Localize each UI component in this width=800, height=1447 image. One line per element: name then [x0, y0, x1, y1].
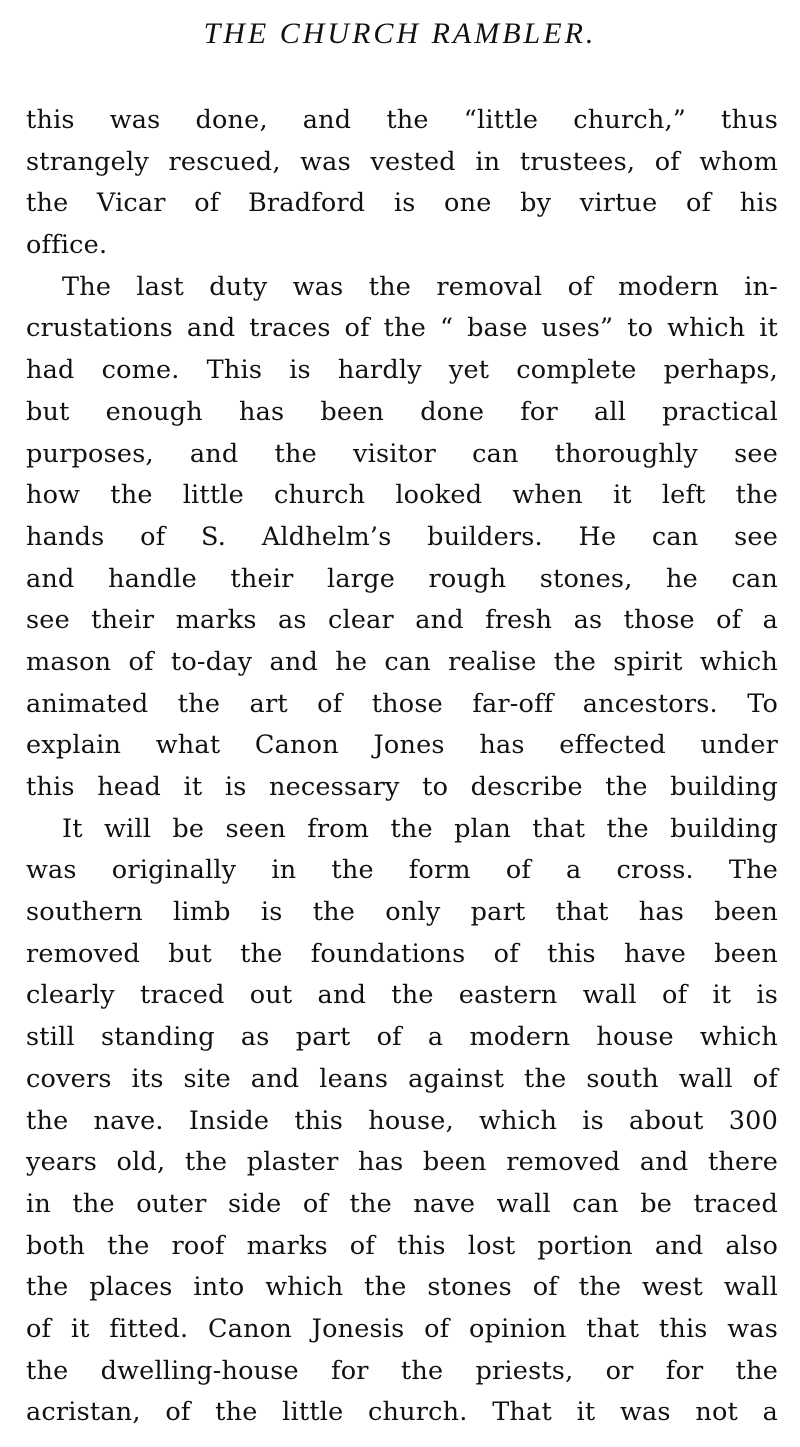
paragraph-start-line: The last duty was the removal of modern in- [62, 271, 778, 302]
text-line: this head it is necessary to describe the building [26, 772, 778, 802]
text-line: the Vicar of Bradford is one by virtue of his [26, 188, 778, 219]
text-line: was originally in the form of a cross. The [26, 855, 778, 886]
text-line: strangely rescued, was vested in trustees, of whom [26, 146, 778, 177]
text-line: see their marks as clear and fresh as those of a [26, 605, 778, 636]
text-line: acristan, of the little church. That it was not a [26, 1397, 778, 1428]
text-line: in the outer side of the nave wall can be traced [26, 1188, 778, 1219]
text-line: hands of S. Aldhelm’s builders. He can see [26, 521, 778, 552]
text-line: the nave. Inside this house, which is about 300 [26, 1105, 778, 1136]
text-line: of it fitted. Canon Jonesis of opinion that this was [26, 1313, 778, 1344]
text-line: office. [26, 230, 108, 261]
text-line: both the roof marks of this lost portion and also [26, 1230, 778, 1261]
text-line: but enough has been done for all practical [26, 396, 778, 427]
text-line: removed but the foundations of this have been [26, 938, 778, 969]
text-line: southern limb is the only part that has been [26, 897, 778, 928]
text-line: the places into which the stones of the west wall [26, 1272, 778, 1303]
text-line: this was done, and the “little church,” thus [26, 105, 778, 135]
text-line: clearly traced out and the eastern wall of it is [26, 980, 778, 1011]
text-line: animated the art of those far-off ancestors. To [26, 688, 778, 719]
text-line: still standing as part of a modern house which [26, 1022, 778, 1053]
paragraph-start-line: It will be seen from the plan that the building [62, 813, 778, 844]
text-line: how the little church looked when it left the [26, 480, 778, 511]
text-line: purposes, and the visitor can thoroughly see [26, 438, 778, 469]
running-title: THE CHURCH RAMBLER. [203, 17, 597, 50]
text-line: years old, the plaster has been removed and there [26, 1147, 778, 1178]
text-line: covers its site and leans against the south wall of [26, 1063, 778, 1094]
text-column [26, 100, 778, 1434]
text-line: had come. This is hardly yet complete perhaps, [26, 355, 778, 386]
text-line: and handle their large rough stones, he can [26, 563, 778, 594]
text-line: the dwelling-house for the priests, or for the [26, 1355, 778, 1386]
text-line: crustations and traces of the “ base uses” to which it [26, 313, 778, 344]
text-line: mason of to-day and he can realise the spirit which [26, 646, 778, 677]
text-line: explain what Canon Jones has effected under [26, 730, 778, 761]
